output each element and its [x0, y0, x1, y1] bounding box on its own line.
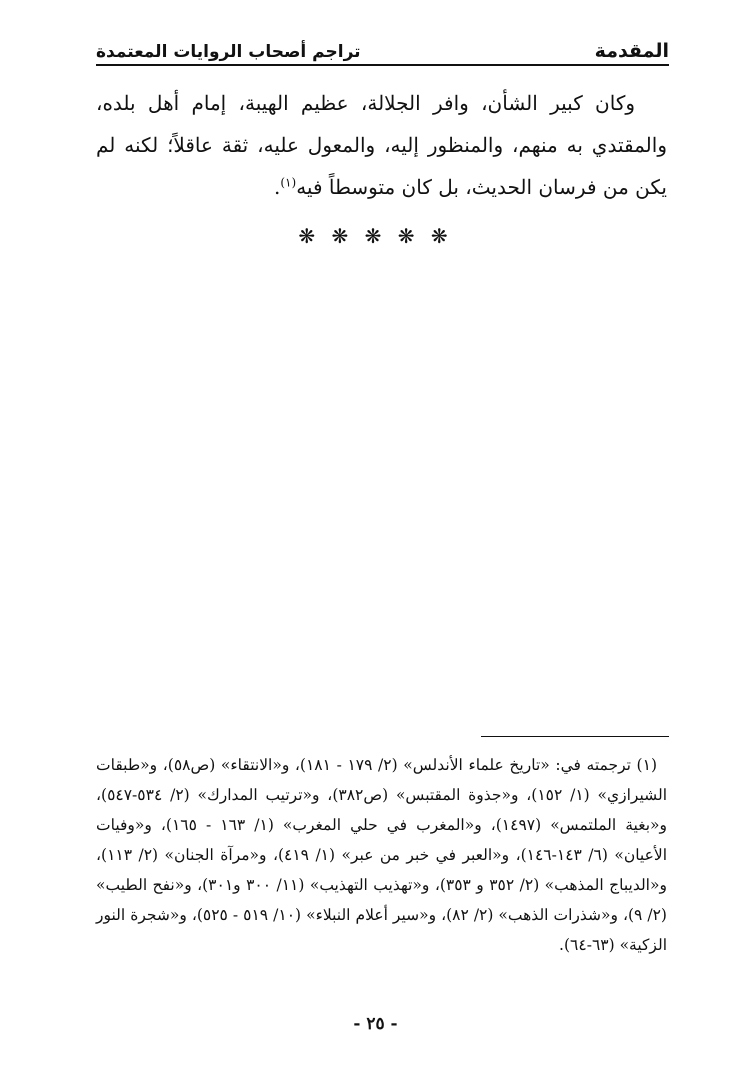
header-rule — [96, 64, 669, 66]
end-punctuation: . — [274, 175, 281, 199]
page-number: - ٢٥ - — [353, 1014, 398, 1034]
footnote-rule — [481, 736, 669, 737]
paragraph-text: وكان كبير الشأن، وافر الجلالة، عظيم الهيبة، إمام أهل بلده، والمقتدي به منهم، والمنظور إليه، والمعول عليه، ثقة عاقلاً؛ لكنه لم يكن من فرسان الحديث، بل كان متوسطاً فيه — [96, 91, 667, 199]
book-title: تراجم أصحاب الروايات المعتمدة — [96, 42, 361, 62]
body-paragraph — [96, 82, 667, 208]
footnote-text: (١) ترجمته في: «تاريخ علماء الأندلس» (٢/ ١٧٩ - ١٨١)، و«الانتقاء» (ص٥٨)، و«طبقات الشيرازي» (١/ ١٥٢)، و«جذوة المقتبس» (ص٣٨٢)، و«ترتيب المدارك» (٢/ ٥٣٤-٥٤٧)، و«بغية الملتمس» (١٤٩٧)، و«المغرب في حلي المغرب» (١/ ١٦٣ - ١٦٥)، و«وفيات الأعيان» (٦/ ١٤٣-١٤٦)، و«العبر في خبر من عبر» (١/ ٤١٩)، و«مرآة الجنان» (٢/ ١١٣)، و«الديباج المذهب» (٢/ ٣٥٢ و ٣٥٣)، و«تهذيب التهذيب» (١١/ ٣٠٠ و٣٠١)، و«نفح الطيب» (٢/ ٩)، و«شذرات الذهب» (٢/ ٨٢)، و«سير أعلام النبلاء» (١٠/ ٥١٩ - ٥٢٥)، و«شجرة النور الزكية» (٦٣-٦٤). — [96, 756, 668, 954]
footnote-reference: (١) — [280, 175, 297, 190]
running-header — [96, 34, 669, 62]
main-text — [96, 82, 667, 208]
chapter-title: المقدمة — [594, 40, 669, 62]
section-separator: ❋ ❋ ❋ ❋ ❋ — [298, 224, 453, 248]
footnote — [96, 750, 667, 960]
